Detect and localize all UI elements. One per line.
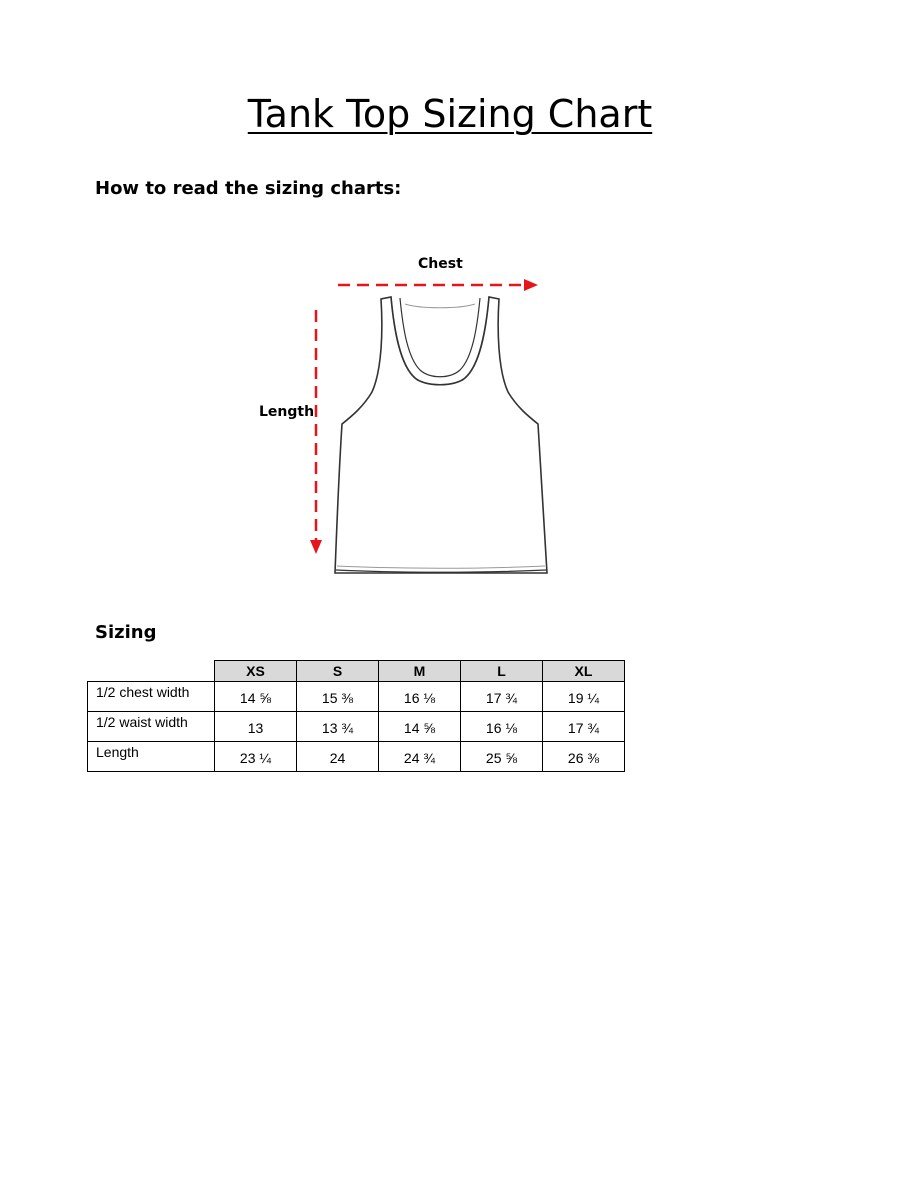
table-cell: 17 ¾ — [543, 712, 625, 742]
size-header-xl: XL — [543, 661, 625, 682]
table-cell: 17 ¾ — [461, 682, 543, 712]
table-header-row — [88, 661, 625, 682]
table-cell: 13 — [215, 712, 297, 742]
tank-top-diagram — [250, 250, 550, 590]
row-label: Length — [88, 742, 215, 772]
chest-label: Chest — [418, 256, 463, 272]
table-corner-cell — [88, 661, 215, 682]
sizing-table — [87, 660, 625, 772]
length-label: Length — [259, 404, 315, 420]
table-cell: 24 — [297, 742, 379, 772]
table-cell: 16 ⅛ — [379, 682, 461, 712]
page-title: Tank Top Sizing Chart — [247, 92, 653, 136]
chest-arrow — [338, 279, 538, 291]
size-header-l: L — [461, 661, 543, 682]
size-header-s: S — [297, 661, 379, 682]
sizing-heading: Sizing — [95, 622, 157, 643]
table-cell: 13 ¾ — [297, 712, 379, 742]
tank-top-outline — [335, 297, 547, 573]
table-cell: 14 ⅝ — [379, 712, 461, 742]
table-cell: 25 ⅝ — [461, 742, 543, 772]
how-to-heading: How to read the sizing charts: — [95, 178, 402, 199]
row-label: 1/2 waist width — [88, 712, 215, 742]
table-cell: 14 ⅝ — [215, 682, 297, 712]
table-cell: 15 ⅜ — [297, 682, 379, 712]
length-arrow — [310, 310, 322, 554]
table-cell: 23 ¼ — [215, 742, 297, 772]
size-header-xs: XS — [215, 661, 297, 682]
table-cell: 24 ¾ — [379, 742, 461, 772]
row-label: 1/2 chest width — [88, 682, 215, 712]
table-row — [88, 742, 625, 772]
table-cell: 16 ⅛ — [461, 712, 543, 742]
table-row — [88, 712, 625, 742]
table-row — [88, 682, 625, 712]
size-header-m: M — [379, 661, 461, 682]
table-cell: 19 ¼ — [543, 682, 625, 712]
table-cell: 26 ⅜ — [543, 742, 625, 772]
